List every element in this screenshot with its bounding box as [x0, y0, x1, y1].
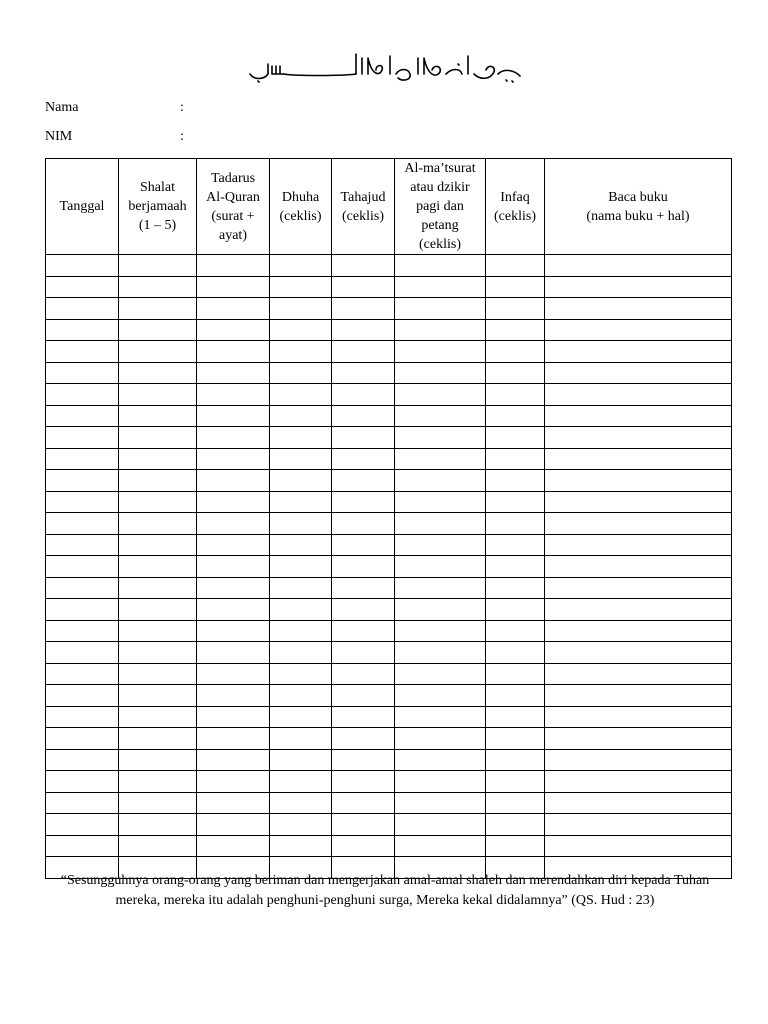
table-cell[interactable] [197, 405, 270, 427]
table-header-row [46, 159, 732, 255]
table-cell[interactable] [46, 276, 119, 298]
table-row [46, 513, 732, 535]
table-cell[interactable] [545, 362, 732, 384]
table-cell[interactable] [395, 255, 486, 277]
table-cell[interactable] [332, 814, 395, 836]
table-cell[interactable] [46, 835, 119, 857]
column-header-infaq: Infaq (ceklis) [486, 159, 545, 255]
table-cell[interactable] [486, 835, 545, 857]
table-cell[interactable] [46, 749, 119, 771]
column-header-tadarus: Tadarus Al-Quran (surat + ayat) [197, 159, 270, 255]
table-cell[interactable] [119, 405, 197, 427]
table-cell[interactable] [332, 835, 395, 857]
table-cell[interactable] [46, 620, 119, 642]
table-cell[interactable] [197, 427, 270, 449]
table-cell[interactable] [119, 642, 197, 664]
table-cell[interactable] [270, 362, 332, 384]
table-cell[interactable] [270, 427, 332, 449]
table-cell[interactable] [46, 448, 119, 470]
table-cell[interactable] [46, 405, 119, 427]
table-cell[interactable] [545, 577, 732, 599]
table-row [46, 599, 732, 621]
table-cell[interactable] [197, 534, 270, 556]
bismillah-calligraphy-drawing [244, 50, 526, 86]
table-cell[interactable] [270, 255, 332, 277]
table-cell[interactable] [395, 771, 486, 793]
bismillah-calligraphy [244, 50, 526, 86]
table-cell[interactable] [119, 513, 197, 535]
table-cell[interactable] [395, 620, 486, 642]
table-cell[interactable] [270, 534, 332, 556]
table-cell[interactable] [545, 556, 732, 578]
table-cell[interactable] [197, 577, 270, 599]
table-cell[interactable] [119, 771, 197, 793]
table-cell[interactable] [486, 685, 545, 707]
table-cell[interactable] [119, 341, 197, 363]
table-cell[interactable] [486, 728, 545, 750]
table-cell[interactable] [46, 599, 119, 621]
nama-field [45, 100, 184, 116]
table-cell[interactable] [395, 298, 486, 320]
table-cell[interactable] [486, 577, 545, 599]
table-cell[interactable] [197, 470, 270, 492]
table-cell[interactable] [395, 448, 486, 470]
table-cell[interactable] [119, 427, 197, 449]
table-cell[interactable] [545, 470, 732, 492]
table-cell[interactable] [395, 814, 486, 836]
table-cell[interactable] [270, 448, 332, 470]
table-cell[interactable] [395, 319, 486, 341]
table-cell[interactable] [197, 255, 270, 277]
table-cell[interactable] [395, 534, 486, 556]
table-cell[interactable] [545, 298, 732, 320]
table-cell[interactable] [46, 534, 119, 556]
table-row [46, 534, 732, 556]
table-cell[interactable] [486, 534, 545, 556]
table-cell[interactable] [46, 814, 119, 836]
table-cell[interactable] [197, 663, 270, 685]
table-cell[interactable] [395, 728, 486, 750]
table-cell[interactable] [545, 255, 732, 277]
table-cell[interactable] [119, 491, 197, 513]
table-cell[interactable] [332, 706, 395, 728]
table-cell[interactable] [395, 706, 486, 728]
table-cell[interactable] [270, 405, 332, 427]
nim-label: NIM [45, 129, 73, 144]
table-cell[interactable] [119, 255, 197, 277]
table-cell[interactable] [332, 255, 395, 277]
table-cell[interactable] [270, 835, 332, 857]
table-cell[interactable] [119, 577, 197, 599]
table-cell[interactable] [197, 384, 270, 406]
table-cell[interactable] [395, 491, 486, 513]
table-cell[interactable] [332, 556, 395, 578]
table-cell[interactable] [332, 577, 395, 599]
table-cell[interactable] [486, 405, 545, 427]
table-cell[interactable] [197, 771, 270, 793]
table-cell[interactable] [270, 319, 332, 341]
table-cell[interactable] [545, 663, 732, 685]
table-cell[interactable] [197, 706, 270, 728]
nama-label: Nama [45, 100, 79, 115]
table-cell[interactable] [119, 663, 197, 685]
table-cell[interactable] [486, 276, 545, 298]
table-cell[interactable] [332, 470, 395, 492]
column-header-baca-buku: Baca buku (nama buku + hal) [545, 159, 732, 255]
table-cell[interactable] [545, 599, 732, 621]
table-cell[interactable] [197, 341, 270, 363]
table-cell[interactable] [119, 620, 197, 642]
table-cell[interactable] [395, 427, 486, 449]
table-cell[interactable] [46, 663, 119, 685]
table-cell[interactable] [46, 771, 119, 793]
table-cell[interactable] [486, 470, 545, 492]
table-cell[interactable] [197, 642, 270, 664]
table-cell[interactable] [197, 814, 270, 836]
table-cell[interactable] [332, 448, 395, 470]
table-cell[interactable] [197, 276, 270, 298]
table-cell[interactable] [486, 491, 545, 513]
table-cell[interactable] [395, 577, 486, 599]
table-cell[interactable] [332, 427, 395, 449]
table-cell[interactable] [545, 534, 732, 556]
table-row [46, 642, 732, 664]
table-cell[interactable] [197, 749, 270, 771]
table-cell[interactable] [545, 448, 732, 470]
table-cell[interactable] [119, 362, 197, 384]
table-cell[interactable] [46, 728, 119, 750]
table-row [46, 319, 732, 341]
table-cell[interactable] [197, 448, 270, 470]
table-cell[interactable] [545, 642, 732, 664]
table-cell[interactable] [46, 513, 119, 535]
table-cell[interactable] [119, 319, 197, 341]
table-cell[interactable] [270, 663, 332, 685]
table-cell[interactable] [486, 771, 545, 793]
table-cell[interactable] [270, 276, 332, 298]
table-cell[interactable] [486, 814, 545, 836]
table-row [46, 663, 732, 685]
table-cell[interactable] [270, 599, 332, 621]
table-cell[interactable] [332, 728, 395, 750]
table-row [46, 835, 732, 857]
table-cell[interactable] [46, 706, 119, 728]
column-header-tanggal: Tanggal [46, 159, 119, 255]
table-cell[interactable] [197, 362, 270, 384]
table-row [46, 728, 732, 750]
table-cell[interactable] [486, 319, 545, 341]
table-cell[interactable] [545, 276, 732, 298]
table-cell[interactable] [270, 792, 332, 814]
table-cell[interactable] [46, 491, 119, 513]
table-cell[interactable] [486, 384, 545, 406]
table-cell[interactable] [332, 341, 395, 363]
table-row [46, 276, 732, 298]
table-cell[interactable] [545, 405, 732, 427]
quran-quote: “Sesungguhnya orang-orang yang beriman dan mengerjakan amal-amal shaleh dan merendahkan diri kepada Tuhan mereka, mereka itu adalah penghuni-penghuni surga, Mereka kekal didalamnya” (QS. Hud : 23) [60, 873, 710, 908]
table-cell[interactable] [545, 491, 732, 513]
table-cell[interactable] [119, 749, 197, 771]
table-cell[interactable] [545, 319, 732, 341]
table-cell[interactable] [395, 685, 486, 707]
table-row [46, 427, 732, 449]
table-cell[interactable] [332, 620, 395, 642]
table-cell[interactable] [270, 814, 332, 836]
table-cell[interactable] [270, 384, 332, 406]
table-cell[interactable] [332, 362, 395, 384]
table-cell[interactable] [332, 384, 395, 406]
table-cell[interactable] [486, 341, 545, 363]
table-cell[interactable] [545, 792, 732, 814]
table-cell[interactable] [545, 771, 732, 793]
table-cell[interactable] [486, 255, 545, 277]
table-cell[interactable] [332, 685, 395, 707]
table-row [46, 792, 732, 814]
table-row [46, 771, 732, 793]
table-cell[interactable] [46, 577, 119, 599]
table-cell[interactable] [395, 835, 486, 857]
table-cell[interactable] [545, 728, 732, 750]
table-row [46, 491, 732, 513]
table-cell[interactable] [395, 663, 486, 685]
ibadah-log-table [45, 158, 732, 879]
table-cell[interactable] [119, 835, 197, 857]
table-cell[interactable] [270, 685, 332, 707]
table-cell[interactable] [119, 599, 197, 621]
table-cell[interactable] [197, 298, 270, 320]
table-cell[interactable] [270, 642, 332, 664]
table-cell[interactable] [119, 706, 197, 728]
table-cell[interactable] [197, 556, 270, 578]
table-cell[interactable] [270, 620, 332, 642]
table-cell[interactable] [270, 556, 332, 578]
table-cell[interactable] [545, 513, 732, 535]
table-cell[interactable] [395, 642, 486, 664]
table-cell[interactable] [332, 513, 395, 535]
table-cell[interactable] [486, 663, 545, 685]
table-cell[interactable] [46, 470, 119, 492]
table-cell[interactable] [486, 448, 545, 470]
column-header-almatsurat: Al-ma’tsurat atau dzikir pagi dan petang (ceklis) [395, 159, 486, 255]
table-cell[interactable] [119, 685, 197, 707]
table-cell[interactable] [270, 341, 332, 363]
table-cell[interactable] [119, 384, 197, 406]
table-cell[interactable] [119, 276, 197, 298]
table-cell[interactable] [332, 599, 395, 621]
table-cell[interactable] [545, 427, 732, 449]
bismillah-text: بسم الله الرحمن الرحيم [375, 83, 395, 85]
table-cell[interactable] [486, 362, 545, 384]
table-cell[interactable] [270, 491, 332, 513]
table-cell[interactable] [332, 319, 395, 341]
column-header-shalat-berjamaah: Shalat berjamaah (1 – 5) [119, 159, 197, 255]
table-cell[interactable] [332, 276, 395, 298]
table-cell[interactable] [486, 513, 545, 535]
table-cell[interactable] [46, 384, 119, 406]
table-cell[interactable] [46, 556, 119, 578]
table-cell[interactable] [486, 556, 545, 578]
table-cell[interactable] [332, 749, 395, 771]
table-row [46, 620, 732, 642]
table-row [46, 448, 732, 470]
table-cell[interactable] [46, 362, 119, 384]
table-cell[interactable] [270, 771, 332, 793]
nama-colon: : [180, 100, 184, 115]
table-body [46, 255, 732, 879]
table-cell[interactable] [270, 728, 332, 750]
table-cell[interactable] [197, 728, 270, 750]
table-cell[interactable] [332, 298, 395, 320]
table-cell[interactable] [545, 620, 732, 642]
table-row [46, 255, 732, 277]
table-cell[interactable] [119, 814, 197, 836]
table-cell[interactable] [395, 384, 486, 406]
table-row [46, 706, 732, 728]
table-row [46, 298, 732, 320]
table-cell[interactable] [545, 341, 732, 363]
table-cell[interactable] [197, 685, 270, 707]
table-cell[interactable] [395, 513, 486, 535]
table-cell[interactable] [486, 427, 545, 449]
table-row [46, 577, 732, 599]
table-cell[interactable] [545, 814, 732, 836]
table-row [46, 362, 732, 384]
table-cell[interactable] [395, 276, 486, 298]
table-cell[interactable] [46, 427, 119, 449]
table-cell[interactable] [197, 792, 270, 814]
table-cell[interactable] [270, 470, 332, 492]
table-cell[interactable] [197, 319, 270, 341]
table-cell[interactable] [119, 470, 197, 492]
table-row [46, 814, 732, 836]
table-row [46, 685, 732, 707]
table-row [46, 341, 732, 363]
table-row [46, 405, 732, 427]
table-cell[interactable] [395, 556, 486, 578]
table-cell[interactable] [332, 792, 395, 814]
table-cell[interactable] [395, 470, 486, 492]
nim-colon: : [180, 129, 184, 144]
table-cell[interactable] [545, 835, 732, 857]
table-cell[interactable] [46, 642, 119, 664]
table-cell[interactable] [332, 642, 395, 664]
table-cell[interactable] [46, 298, 119, 320]
table-row [46, 556, 732, 578]
table-cell[interactable] [545, 706, 732, 728]
table-row [46, 749, 732, 771]
table-cell[interactable] [270, 749, 332, 771]
table-cell[interactable] [197, 599, 270, 621]
table-cell[interactable] [46, 341, 119, 363]
table-cell[interactable] [46, 319, 119, 341]
table-cell[interactable] [270, 577, 332, 599]
table-cell[interactable] [46, 792, 119, 814]
table-cell[interactable] [545, 685, 732, 707]
table-cell[interactable] [119, 448, 197, 470]
table-cell[interactable] [270, 513, 332, 535]
table-cell[interactable] [119, 792, 197, 814]
table-cell[interactable] [395, 405, 486, 427]
table-cell[interactable] [395, 362, 486, 384]
table-cell[interactable] [486, 620, 545, 642]
table-cell[interactable] [332, 491, 395, 513]
table-cell[interactable] [119, 556, 197, 578]
column-header-tahajud: Tahajud (ceklis) [332, 159, 395, 255]
table-cell[interactable] [486, 706, 545, 728]
table-cell[interactable] [119, 728, 197, 750]
table-cell[interactable] [486, 298, 545, 320]
table-cell[interactable] [46, 685, 119, 707]
table-cell[interactable] [486, 599, 545, 621]
table-cell[interactable] [332, 663, 395, 685]
table-cell[interactable] [332, 534, 395, 556]
table-cell[interactable] [197, 620, 270, 642]
column-header-dhuha: Dhuha (ceklis) [270, 159, 332, 255]
table-cell[interactable] [486, 749, 545, 771]
table-cell[interactable] [545, 384, 732, 406]
nim-field [45, 129, 184, 145]
table-cell[interactable] [197, 513, 270, 535]
table-cell[interactable] [119, 298, 197, 320]
table-cell[interactable] [332, 771, 395, 793]
table-cell[interactable] [395, 599, 486, 621]
table-cell[interactable] [395, 792, 486, 814]
table-cell[interactable] [197, 835, 270, 857]
table-cell[interactable] [545, 749, 732, 771]
table-cell[interactable] [270, 298, 332, 320]
table-row [46, 470, 732, 492]
table-cell[interactable] [486, 642, 545, 664]
table-cell[interactable] [119, 534, 197, 556]
table-cell[interactable] [46, 255, 119, 277]
table-cell[interactable] [486, 792, 545, 814]
table-cell[interactable] [395, 341, 486, 363]
table-cell[interactable] [395, 749, 486, 771]
table-cell[interactable] [270, 706, 332, 728]
table-cell[interactable] [197, 491, 270, 513]
table-cell[interactable] [332, 405, 395, 427]
table-row [46, 384, 732, 406]
